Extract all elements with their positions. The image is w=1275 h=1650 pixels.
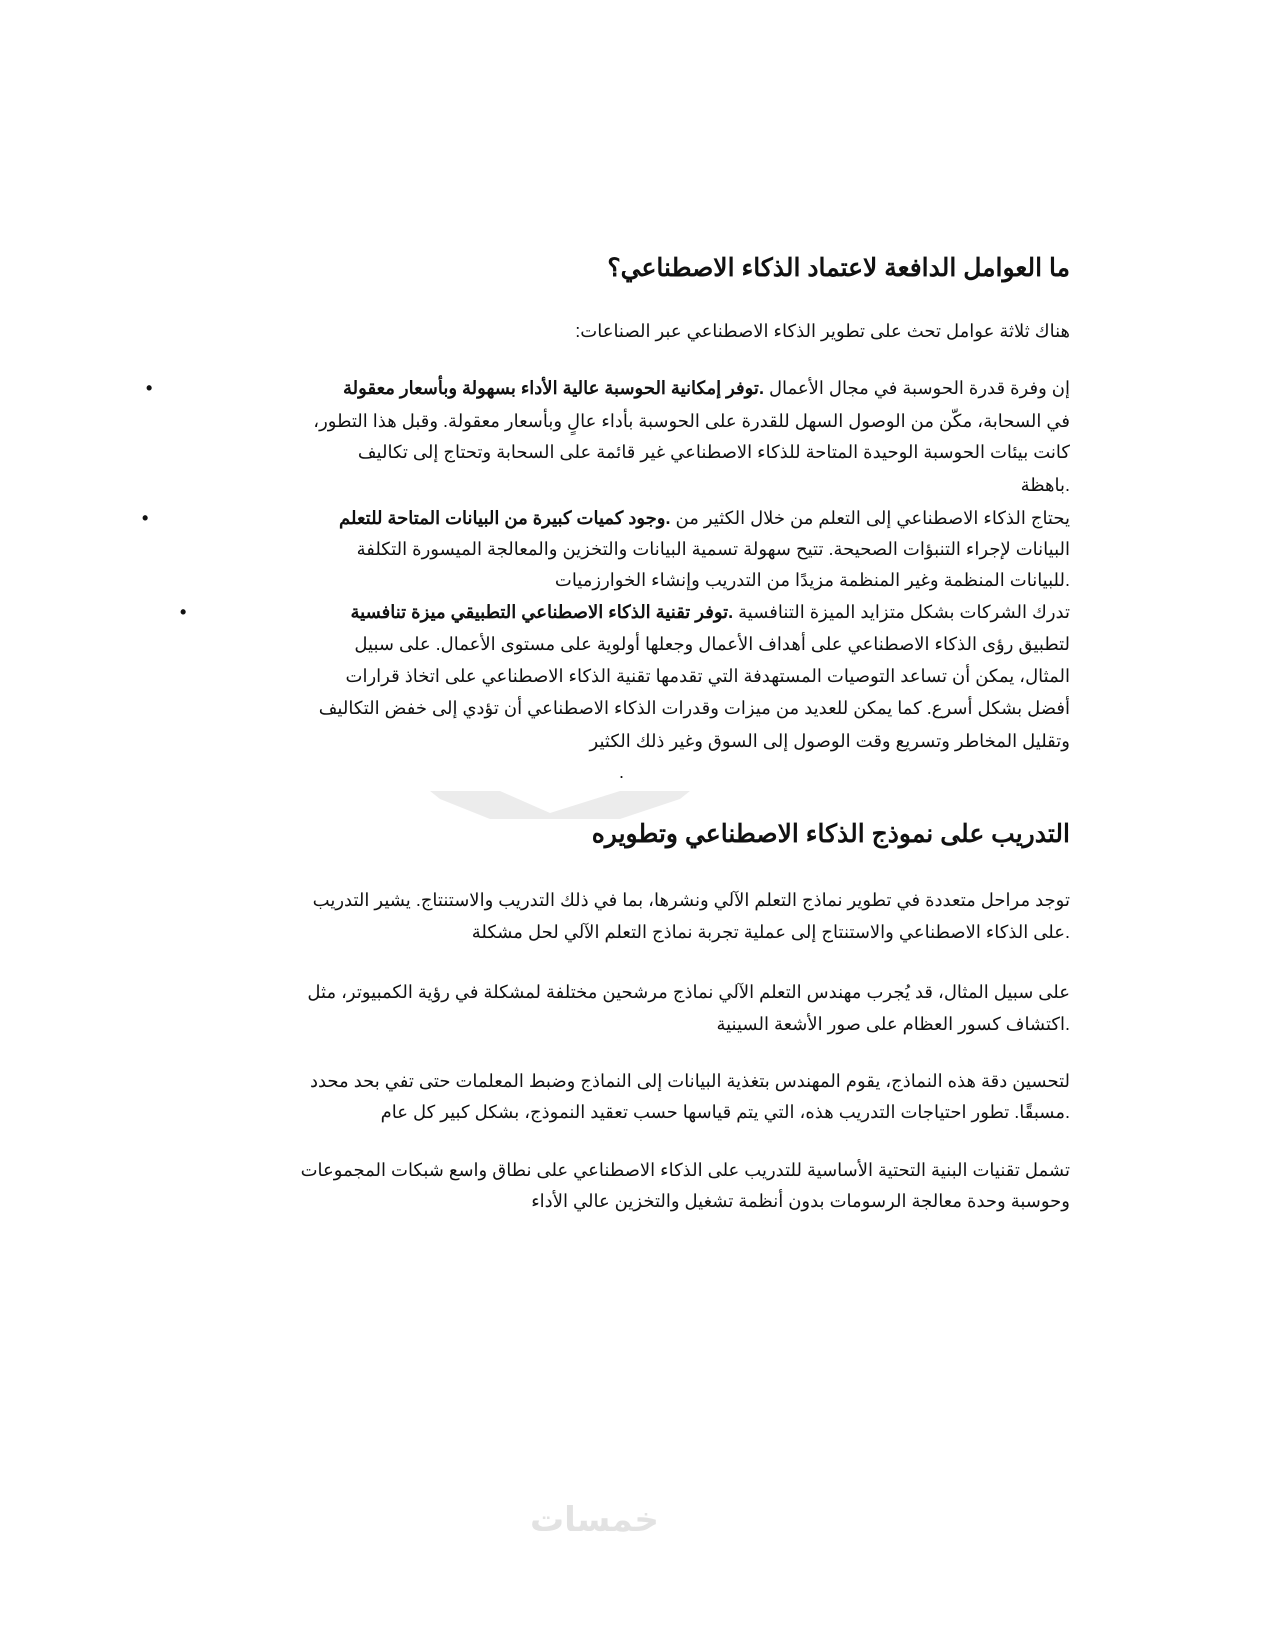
bullet-3-regular: تدرك الشركات بشكل متزايد الميزة التنافسية [733,602,1070,622]
bullet-1-line-1 [343,376,1070,400]
bullet-2-line-3: .للبيانات المنظمة وغير المنظمة مزيدًا من التدريب وإنشاء الخوارزميات [554,570,1070,590]
bullet-2-line-1 [339,506,1070,530]
paragraph-4-line-1: تشمل تقنيات البنية التحتية الأساسية للتدريب على الذكاء الاصطناعي على نطاق واسع شبكات المجموعات [300,1160,1070,1180]
bullet-2-line-2: البيانات لإجراء التنبؤات الصحيحة. تتيح سهولة تسمية البيانات والتخزين والمعالجة الميسورة التكلفة [356,539,1070,559]
bullet-3-line-4: أفضل بشكل أسرع. كما يمكن للعديد من ميزات وقدرات الذكاء الاصطناعي أن تؤدي إلى خفض التكاليف [318,698,1070,718]
bullet-icon: • [180,602,187,622]
paragraph-1-line-1: توجد مراحل متعددة في تطوير نماذج التعلم الآلي ونشرها، بما في ذلك التدريب والاستنتاج. يشير التدريب [312,890,1070,910]
bullet-1-regular: إن وفرة قدرة الحوسبة في مجال الأعمال [763,378,1070,398]
footer-logo: خمسات [530,1500,659,1540]
bullet-3-line-5: وتقليل المخاطر وتسريع وقت الوصول إلى السوق وغير ذلك الكثير [589,731,1070,751]
paragraph-4-line-2: وحوسبة وحدة معالجة الرسومات بدون أنظمة تشغيل والتخزين عالي الأداء [531,1191,1070,1211]
paragraph-2-line-1: على سبيل المثال، قد يُجرب مهندس التعلم الآلي نماذج مرشحين مختلفة لمشكلة في رؤية الكمبيوتر، مثل [307,982,1070,1002]
trailing-dot: . [619,762,625,782]
intro-text: هناك ثلاثة عوامل تحث على تطوير الذكاء الاصطناعي عبر الصناعات: [575,321,1070,341]
watermark-chevron-icon [430,785,690,819]
bullet-3-line-3: المثال، يمكن أن تساعد التوصيات المستهدفة التي تقدمها تقنية الذكاء الاصطناعي على اتخاذ قرارات [345,666,1070,686]
bullet-1-bold: .توفر إمكانية الحوسبة عالية الأداء بسهولة وبأسعار معقولة [343,378,764,398]
bullet-1-line-2: في السحابة، مكّن من الوصول السهل للقدرة على الحوسبة بأداء عالٍ وبأسعار معقولة. وقبل هذا التطور، [313,411,1070,431]
bullet-icon: • [146,378,153,398]
heading-training: التدريب على نموذج الذكاء الاصطناعي وتطويره [591,820,1070,848]
bullet-1-line-4: .باهظة [1020,475,1070,495]
bullet-1-line-3: كانت بيئات الحوسبة الوحيدة المتاحة للذكاء الاصطناعي غير قائمة على السحابة وتحتاج إلى تكاليف [357,442,1070,462]
paragraph-3-line-2: .مسبقًا. تطور احتياجات التدريب هذه، التي يتم قياسها حسب تعقيد النموذج، بشكل كبير كل عام [380,1102,1070,1122]
paragraph-2-line-2: .اكتشاف كسور العظام على صور الأشعة السينية [716,1014,1070,1034]
bullet-icon: • [142,508,149,528]
bullet-2-bold: .وجود كميات كبيرة من البيانات المتاحة للتعلم [339,508,671,528]
bullet-3-line-2: لتطبيق رؤى الذكاء الاصطناعي على أهداف الأعمال وجعلها أولوية على مستوى الأعمال. على سبيل [354,634,1070,654]
paragraph-3-line-1: لتحسين دقة هذه النماذج، يقوم المهندس بتغذية البيانات إلى النماذج وضبط المعلمات حتى تفي بحد محدد [309,1071,1070,1091]
bullet-3-bold: .توفر تقنية الذكاء الاصطناعي التطبيقي ميزة تنافسية [350,602,734,622]
paragraph-1-line-2: .على الذكاء الاصطناعي والاستنتاج إلى عملية تجربة نماذج التعلم الآلي لحل مشكلة [471,922,1070,942]
bullet-2-regular: يحتاج الذكاء الاصطناعي إلى التعلم من خلال الكثير من [670,508,1070,528]
bullet-3-line-1 [350,600,1070,624]
heading-ai-drivers: ما العوامل الدافعة لاعتماد الذكاء الاصطناعي؟ [607,254,1070,282]
